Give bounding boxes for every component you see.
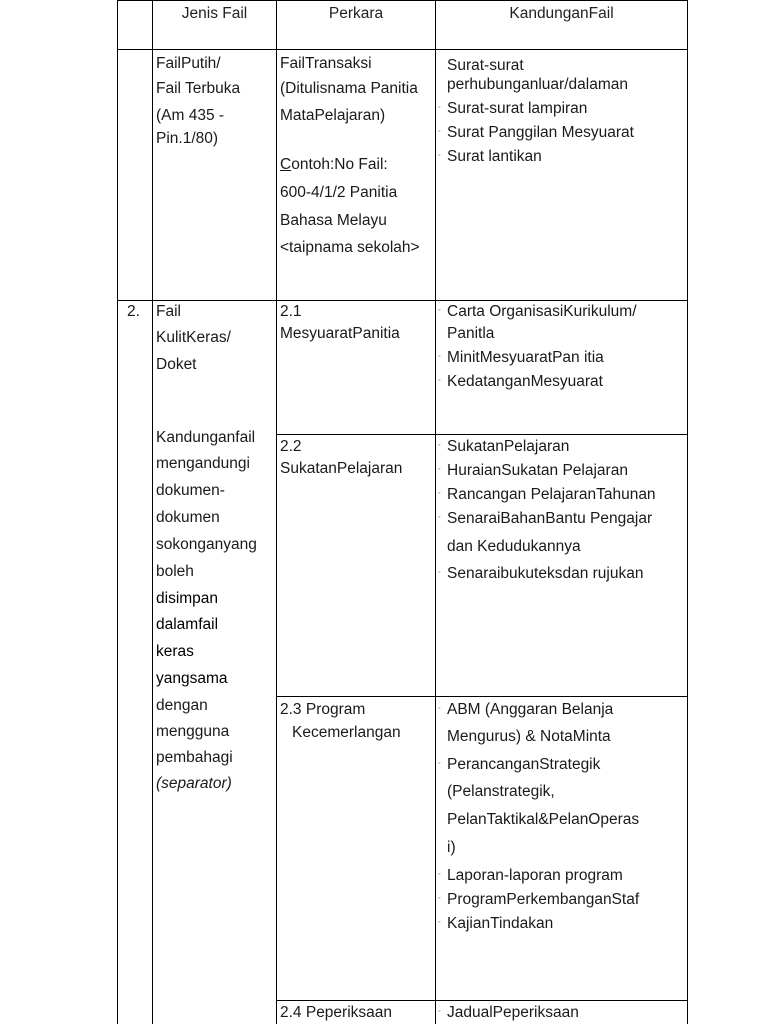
header-jenis-fail: Jenis Fail	[181, 5, 248, 22]
row2-jenis-line: Fail	[156, 303, 181, 320]
column-divider	[152, 0, 153, 1024]
row2-desc-line: yangsama	[156, 670, 228, 687]
header-perkara: Perkara	[328, 5, 384, 22]
bullet-icon: ◦	[438, 104, 441, 111]
row2-number: 2.	[127, 303, 140, 320]
row2-desc-line: disimpan	[156, 590, 219, 607]
bullet-icon: ◦	[438, 919, 441, 926]
bullet-icon: ◦	[438, 1008, 441, 1015]
sub22-kandungan-line: dan Kedudukannya	[447, 538, 581, 555]
contoh-underlined-letter: C	[280, 156, 292, 173]
bullet-icon: ◦	[438, 152, 441, 159]
sub23-perkara-line: Kecemerlangan	[292, 724, 401, 741]
sub21-kandungan-line: MinitMesyuaratPan itia	[447, 349, 604, 366]
bullet-icon: ◦	[438, 466, 441, 473]
row2-desc-line: mengguna	[156, 723, 230, 740]
sub23-kandungan-line: PerancanganStrategik	[447, 756, 601, 773]
sub23-kandungan-line: Laporan-laporan program	[447, 867, 623, 884]
row1-perkara-line: (Ditulisnama Panitia	[280, 80, 418, 97]
bullet-icon: ◦	[438, 353, 441, 360]
sub21-kandungan-line: Panitla	[447, 325, 495, 342]
row1-perkara-line: FailTransaksi	[280, 55, 372, 72]
column-divider	[276, 0, 277, 1024]
row1-jenis-line: FailPutih/	[156, 55, 221, 72]
row2-desc-italic: (separator)	[156, 775, 232, 792]
sub22-kandungan-line: SukatanPelajaran	[447, 438, 570, 455]
row2-desc-line: dalamfail	[156, 616, 219, 633]
row1-contoh-line	[280, 153, 388, 177]
row2-desc-line: Kandunganfail	[156, 429, 256, 446]
sub22-perkara-line: SukatanPelajaran	[280, 460, 403, 477]
row1-kandungan-line: Surat-surat lampiran	[447, 100, 588, 117]
bullet-icon: ◦	[438, 377, 441, 384]
sub23-kandungan-line: (Pelanstrategik,	[447, 783, 555, 800]
row2-desc-line: dokumen-	[156, 482, 225, 499]
sub23-kandungan-line: Mengurus) & NotaMinta	[447, 728, 611, 745]
sub21-kandungan-line: Carta OrganisasiKurikulum/	[447, 303, 637, 320]
sub23-kandungan-line: i)	[447, 839, 456, 856]
sub22-kandungan-line: SenaraiBahanBantu Pengajar	[447, 510, 653, 527]
row1-perkara-line: MataPelajaran)	[280, 107, 386, 124]
row2-desc-line: dengan	[156, 697, 208, 714]
bullet-icon: ◦	[438, 760, 441, 767]
sub24-kandungan-line: JadualPeperiksaan	[447, 1004, 579, 1021]
bullet-icon: ◦	[438, 128, 441, 135]
table-border-right	[687, 0, 688, 1024]
row2-desc-line: sokonganyang	[156, 536, 257, 553]
sub23-kandungan-line: KajianTindakan	[447, 915, 554, 932]
contoh-rest: ontoh:No Fail:	[291, 156, 388, 173]
row1-jenis-line: (Am 435 -	[156, 107, 225, 124]
subrow-divider	[276, 696, 688, 697]
column-divider	[435, 0, 436, 1024]
row1-perkara-line: Bahasa Melayu	[280, 212, 387, 229]
row2-desc-line: pembahagi	[156, 749, 233, 766]
sub21-perkara-line: 2.1	[280, 303, 302, 320]
sub22-kandungan-line: Rancangan PelajaranTahunan	[447, 486, 656, 503]
row1-jenis-line: Pin.1/80)	[156, 130, 219, 147]
sub22-perkara-line: 2.2	[280, 438, 302, 455]
bullet-icon: ◦	[438, 442, 441, 449]
table-border-left	[117, 0, 118, 1024]
sub21-kandungan-line: KedatanganMesyuarat	[447, 373, 603, 390]
row1-perkara-line: <taipnama sekolah>	[280, 239, 420, 256]
header-kandungan-fail: KandunganFail	[509, 5, 614, 22]
row2-desc-line: boleh	[156, 563, 194, 580]
bullet-icon: ◦	[438, 569, 441, 576]
row1-kandungan-line: Surat Panggilan Mesyuarat	[447, 124, 634, 141]
row1-perkara-line: 600-4/1/2 Panitia	[280, 184, 398, 201]
sub24-perkara-line: 2.4 Peperiksaan	[280, 1004, 393, 1021]
row1-kandungan-line: Surat lantikan	[447, 148, 542, 165]
bullet-icon: ◦	[438, 307, 441, 314]
bullet-icon: ◦	[438, 490, 441, 497]
sub22-kandungan-line: Senaraibukuteksdan rujukan	[447, 565, 644, 582]
sub23-kandungan-line: PelanTaktikal&PelanOperas	[447, 811, 640, 828]
table-border-top	[117, 0, 688, 1]
sub21-perkara-line: MesyuaratPanitia	[280, 325, 400, 342]
header-divider	[117, 49, 688, 50]
row1-jenis-line: Fail Terbuka	[156, 80, 241, 97]
bullet-icon: ◦	[438, 895, 441, 902]
sub22-kandungan-line: HuraianSukatan Pelajaran	[447, 462, 628, 479]
bullet-icon: ◦	[438, 871, 441, 878]
bullet-icon: ◦	[438, 514, 441, 521]
sub23-kandungan-line: ProgramPerkembanganStaf	[447, 891, 640, 908]
row2-jenis-line: Doket	[156, 356, 197, 373]
row2-desc-line: keras	[156, 643, 194, 660]
row2-jenis-line: KulitKeras/	[156, 329, 231, 346]
sub23-kandungan-line: ABM (Anggaran Belanja	[447, 701, 614, 718]
row1-kandungan-line: Surat-surat	[447, 57, 524, 74]
row2-desc-line: dokumen	[156, 509, 220, 526]
sub23-perkara-line: 2.3 Program	[280, 701, 366, 718]
bullet-icon: ◦	[438, 705, 441, 712]
row2-desc-line: mengandungi	[156, 455, 250, 472]
row1-kandungan-line: perhubunganluar/dalaman	[447, 76, 628, 93]
